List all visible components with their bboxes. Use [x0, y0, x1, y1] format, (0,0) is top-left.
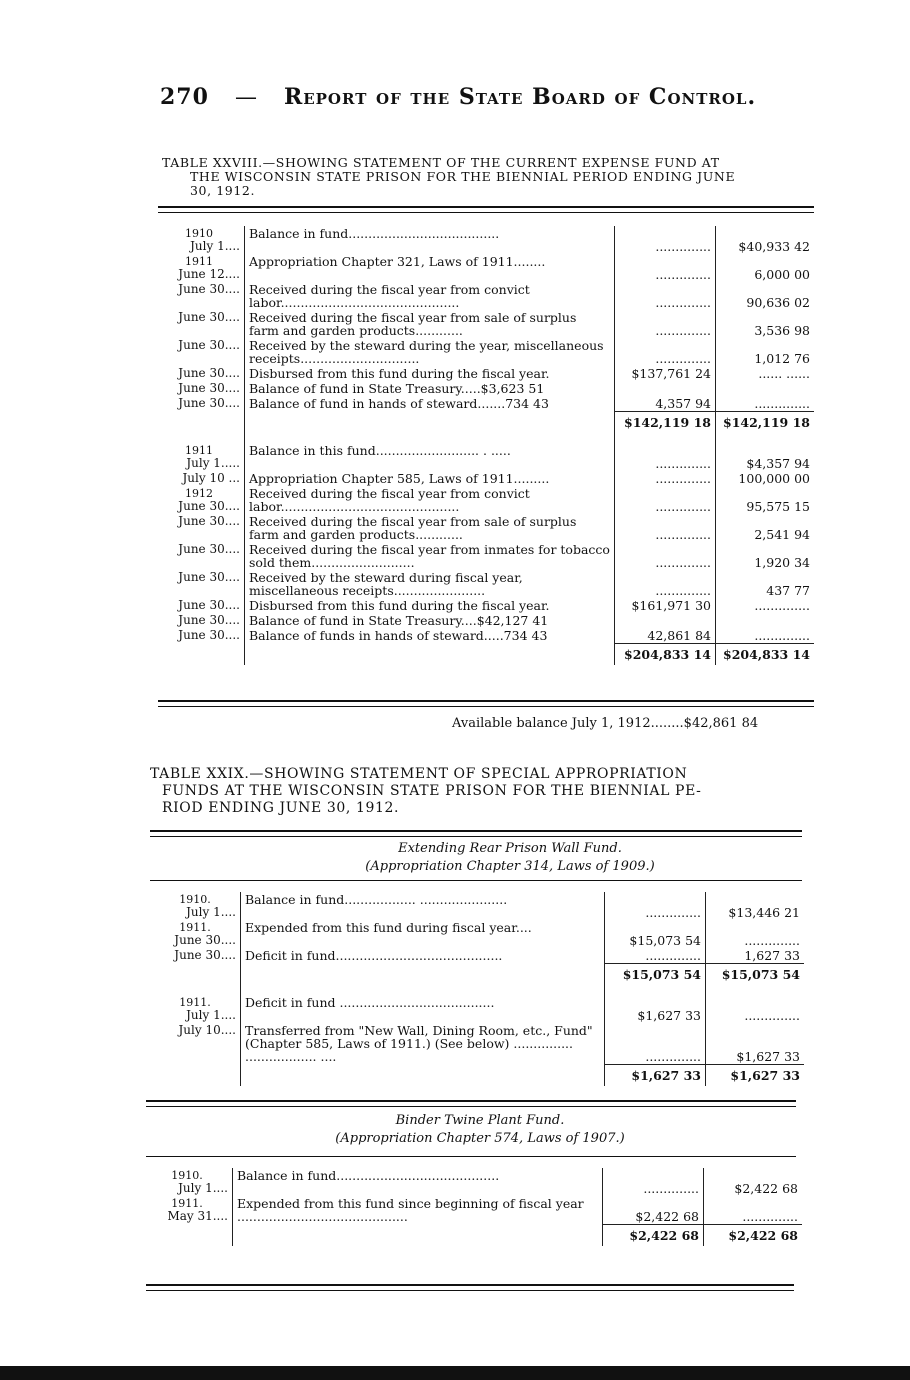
entry-amount-debit: ..............: [615, 226, 716, 254]
entry-amount-credit: $13,446 21: [728, 905, 800, 920]
ledger-row: [154, 282, 814, 310]
entry-date-cell: [154, 514, 245, 542]
ledger-row: [154, 486, 814, 514]
page-number: 270: [160, 84, 209, 110]
ledger-row: [154, 471, 814, 486]
fund2-ledger: [142, 1168, 802, 1246]
entry-amount-credit: 95,575 15: [746, 499, 810, 514]
ledger-row: [154, 613, 814, 628]
entry-date-cell: [150, 920, 241, 948]
entry-date: June 30....: [178, 396, 240, 410]
total-amount: $142,119 18: [615, 412, 716, 434]
entry-date-cell: [142, 1168, 233, 1196]
entry-date-cell: [154, 471, 245, 486]
ledger-row: [154, 598, 814, 613]
table28-section1: [154, 226, 814, 412]
entry-year: 1911.: [179, 921, 211, 934]
table28-caption: [162, 156, 822, 198]
entry-amount-credit: 1,012 76: [754, 351, 810, 366]
entry-amount-credit: 90,636 02: [746, 295, 810, 310]
entry-description: Received during the fiscal year from convict labor.............................................: [245, 282, 615, 310]
entry-amount-credit: 1,920 34: [754, 555, 810, 570]
entry-year: 1910: [185, 227, 213, 240]
ledger-row: [154, 310, 814, 338]
entry-description: Disbursed from this fund during the fiscal year.: [245, 598, 615, 613]
entry-date-cell: [154, 282, 245, 310]
page-title: Report of the State Board of Control.: [283, 84, 757, 110]
available-balance: Available balance July 1, 1912........$42,861 84: [452, 716, 759, 731]
entry-description: Balance of fund in State Treasury.....$3,623 51: [245, 381, 615, 396]
entry-amount-credit: 3,536 98: [754, 323, 810, 338]
entry-year: 1912: [185, 487, 213, 500]
entry-amount-credit: 100,000 00: [738, 471, 810, 486]
entry-year: 1911.: [171, 1197, 203, 1210]
entry-amount-credit: $1,627 33: [736, 1048, 800, 1064]
table29-caption-line: FUNDS AT THE WISCONSIN STATE PRISON FOR THE BIENNIAL PE-: [162, 783, 702, 799]
table-rule: [146, 1156, 796, 1157]
entry-amount-credit: ..............: [754, 628, 810, 643]
table-rule: [146, 1284, 794, 1291]
entry-amount-debit: $137,761 24: [615, 366, 716, 381]
entry-date: June 12....: [178, 267, 240, 281]
entry-amount-debit: ..............: [615, 338, 716, 366]
entry-date-cell: [150, 995, 241, 1023]
entry-amount-credit: [716, 381, 815, 396]
entry-date: July 1....: [186, 1008, 236, 1022]
table29-caption-line: RIOD ENDING JUNE 30, 1912.: [162, 800, 400, 816]
table28-ledger: [154, 226, 814, 665]
entry-date-cell: [142, 1196, 233, 1224]
ledger-row: [154, 226, 814, 254]
total-amount: $2,422 68: [704, 1224, 803, 1246]
fund2-section1: [142, 1168, 802, 1224]
total-amount: $204,833 14: [615, 644, 716, 666]
ledger-row: [142, 1168, 802, 1196]
entry-amount-credit: $40,933 42: [738, 239, 810, 254]
entry-amount-credit: ..............: [742, 1208, 798, 1224]
entry-date-cell: [154, 443, 245, 471]
entry-amount-debit: ..............: [615, 443, 716, 471]
fund2-heading: [270, 1112, 690, 1148]
entry-date-cell: [154, 486, 245, 514]
entry-date-cell: [154, 254, 245, 282]
entry-date: June 30....: [178, 514, 240, 528]
fund1-section1-total: [150, 964, 804, 986]
entry-amount-credit: ..............: [754, 598, 810, 613]
entry-date: July 1....: [190, 239, 240, 253]
table-rule: [150, 830, 802, 837]
ledger-row: [154, 570, 814, 598]
entry-description: Received by the steward during fiscal year, miscellaneous receipts.......................: [245, 570, 615, 598]
entry-amount-debit: 42,861 84: [615, 628, 716, 644]
entry-date: June 30....: [178, 613, 240, 627]
entry-description: Expended from this fund since beginning of fiscal year ...........................................: [233, 1196, 603, 1224]
entry-date: July 1....: [186, 905, 236, 919]
entry-description: Expended from this fund during fiscal year....: [241, 920, 605, 948]
table28-caption-line: THE WISCONSIN STATE PRISON FOR THE BIENNIAL PERIOD ENDING JUNE: [190, 169, 736, 184]
fund1-section1: [150, 892, 804, 964]
entry-amount-debit: ..............: [615, 542, 716, 570]
entry-amount-credit: $2,422 68: [734, 1181, 798, 1196]
table28-section1-total: [154, 412, 814, 434]
ledger-row: [154, 628, 814, 644]
fund-appropriation: (Appropriation Chapter 314, Laws of 1909.): [365, 859, 655, 874]
entry-amount-debit: [615, 381, 716, 396]
entry-amount-debit: [615, 613, 716, 628]
entry-description: Deficit in fund..........................................: [241, 948, 605, 964]
entry-date: June 30....: [178, 628, 240, 642]
table28-caption-line: 30, 1912.: [190, 183, 256, 198]
entry-amount-credit: ..............: [754, 396, 810, 411]
entry-amount-debit: $15,073 54: [605, 920, 706, 948]
entry-date-cell: [150, 948, 241, 964]
entry-description: Received during the fiscal year from sale of surplus farm and garden products............: [245, 310, 615, 338]
entry-date: July 10....: [178, 1023, 236, 1037]
fund1-ledger: [150, 892, 804, 1086]
entry-amount-credit: ...... ......: [758, 366, 810, 381]
ledger-row: [142, 1196, 802, 1224]
fund2-section1-total: [142, 1224, 802, 1246]
entry-description: Balance in fund.................. ......................: [241, 892, 605, 920]
ledger-row: [154, 381, 814, 396]
entry-description: Received during the fiscal year from convict labor.............................................: [245, 486, 615, 514]
fund1-section2: [150, 995, 804, 1064]
ledger-row: [154, 254, 814, 282]
entry-amount-debit: ..............: [615, 514, 716, 542]
fund1-section2-total: [150, 1064, 804, 1086]
entry-amount-debit: ..............: [615, 310, 716, 338]
entry-date-cell: [154, 542, 245, 570]
entry-year: 1911.: [179, 996, 211, 1009]
header-separator: —: [234, 85, 258, 110]
table29-caption-line: TABLE XXIX.—SHOWING STATEMENT OF SPECIAL APPROPRIATION: [150, 766, 688, 782]
entry-description: Balance in fund.........................................: [233, 1168, 603, 1196]
entry-amount-debit: ..............: [615, 486, 716, 514]
ledger-row: [150, 920, 804, 948]
entry-description: Balance of fund in hands of steward.......734 43: [245, 396, 615, 412]
entry-amount-credit: ..............: [744, 933, 800, 948]
entry-date: July 1....: [178, 1181, 228, 1195]
entry-amount-credit: 2,541 94: [754, 527, 810, 542]
ledger-row: [154, 514, 814, 542]
entry-description: Disbursed from this fund during the fiscal year.: [245, 366, 615, 381]
entry-description: Balance in fund......................................: [245, 226, 615, 254]
table28-section2-total: [154, 644, 814, 666]
table29-caption: [150, 766, 810, 817]
entry-date-cell: [154, 570, 245, 598]
entry-description: Received by the steward during the year, miscellaneous receipts..............................: [245, 338, 615, 366]
entry-amount-debit: ..............: [605, 892, 706, 920]
entry-amount-credit: 1,627 33: [744, 948, 800, 963]
ledger-row: [150, 995, 804, 1023]
entry-amount-credit: 6,000 00: [754, 267, 810, 282]
entry-date-cell: [154, 396, 245, 412]
entry-date: June 30....: [178, 338, 240, 352]
entry-description: Received during the fiscal year from sale of surplus farm and garden products............: [245, 514, 615, 542]
entry-date: July 1.....: [186, 456, 240, 470]
fund-name: Extending Rear Prison Wall Fund.: [398, 841, 622, 856]
entry-date: June 30....: [178, 381, 240, 395]
entry-year: 1910.: [171, 1169, 203, 1182]
entry-amount-credit: ..............: [744, 1008, 800, 1023]
fund1-heading: [300, 840, 720, 876]
entry-date: June 30....: [178, 310, 240, 324]
entry-amount-debit: ..............: [605, 948, 706, 964]
entry-date: June 30....: [178, 598, 240, 612]
fund-appropriation: (Appropriation Chapter 574, Laws of 1907.): [335, 1131, 625, 1146]
table-rule: [146, 1100, 796, 1107]
total-amount: $204,833 14: [716, 644, 815, 666]
entry-amount-debit: ..............: [615, 254, 716, 282]
entry-year: 1911: [185, 255, 213, 268]
ledger-row: [154, 338, 814, 366]
entry-description: Balance of funds in hands of steward.....734 43: [245, 628, 615, 644]
entry-date: July 10 ...: [182, 471, 240, 485]
entry-date: June 30....: [178, 366, 240, 380]
fund-name: Binder Twine Plant Fund.: [395, 1113, 565, 1128]
total-amount: $1,627 33: [706, 1064, 805, 1086]
ledger-row: [154, 366, 814, 381]
entry-date-cell: [154, 310, 245, 338]
entry-date: June 30....: [178, 499, 240, 513]
entry-date-cell: [154, 366, 245, 381]
entry-date-cell: [154, 226, 245, 254]
entry-amount-debit: ..............: [615, 570, 716, 598]
entry-amount-debit: $1,627 33: [605, 995, 706, 1023]
entry-amount-debit: $2,422 68: [603, 1196, 704, 1224]
entry-date-cell: [154, 381, 245, 396]
entry-date-cell: [154, 338, 245, 366]
entry-amount-credit: [716, 613, 815, 628]
entry-amount-debit: ..............: [615, 471, 716, 486]
entry-date: June 30....: [178, 282, 240, 296]
entry-date-cell: [150, 1023, 241, 1064]
ledger-row: [154, 443, 814, 471]
table28-section2: [154, 443, 814, 644]
entry-date: June 30....: [178, 570, 240, 584]
entry-date-cell: [154, 598, 245, 613]
page-header: [160, 84, 756, 110]
entry-date-cell: [154, 613, 245, 628]
entry-amount-debit: ..............: [603, 1168, 704, 1196]
table-rule: [158, 206, 814, 213]
entry-amount-debit: ..............: [615, 282, 716, 310]
entry-description: Appropriation Chapter 321, Laws of 1911........: [245, 254, 615, 282]
entry-date: June 30....: [178, 542, 240, 556]
total-amount: $15,073 54: [706, 964, 805, 986]
ledger-row: [154, 396, 814, 412]
entry-amount-credit: 437 77: [766, 583, 810, 598]
entry-amount-debit: $161,971 30: [615, 598, 716, 613]
entry-date: May 31....: [167, 1209, 228, 1223]
entry-year: 1910.: [179, 893, 211, 906]
entry-amount-debit: ..............: [605, 1023, 706, 1064]
entry-amount-credit: $4,357 94: [746, 456, 810, 471]
table-rule: [158, 700, 814, 707]
entry-date-cell: [154, 628, 245, 644]
total-amount: $142,119 18: [716, 412, 815, 434]
entry-description: Received during the fiscal year from inmates for tobacco sold them..........................: [245, 542, 615, 570]
entry-description: Balance of fund in State Treasury....$42,127 41: [245, 613, 615, 628]
entry-description: Transferred from "New Wall, Dining Room, etc., Fund" (Chapter 585, Laws of 1911.) (See below) ............... .................. ....: [241, 1023, 605, 1064]
ledger-row: [150, 892, 804, 920]
entry-date: June 30....: [174, 933, 236, 947]
entry-description: Appropriation Chapter 585, Laws of 1911.........: [245, 471, 615, 486]
entry-amount-debit: 4,357 94: [615, 396, 716, 412]
scan-edge: [0, 1366, 910, 1380]
entry-year: 1911: [185, 444, 213, 457]
entry-date-cell: [150, 892, 241, 920]
ledger-row: [150, 1023, 804, 1064]
table28-caption-line: TABLE XXVIII.—SHOWING STATEMENT OF THE CURRENT EXPENSE FUND AT: [162, 155, 720, 170]
ledger-row: [150, 948, 804, 964]
total-amount: $2,422 68: [603, 1224, 704, 1246]
total-amount: $1,627 33: [605, 1064, 706, 1086]
entry-description: Balance in this fund.......................... . .....: [245, 443, 615, 471]
table-rule: [150, 880, 802, 881]
ledger-row: [154, 542, 814, 570]
total-amount: $15,073 54: [605, 964, 706, 986]
entry-description: Deficit in fund .......................................: [241, 995, 605, 1023]
entry-date: June 30....: [174, 948, 236, 962]
